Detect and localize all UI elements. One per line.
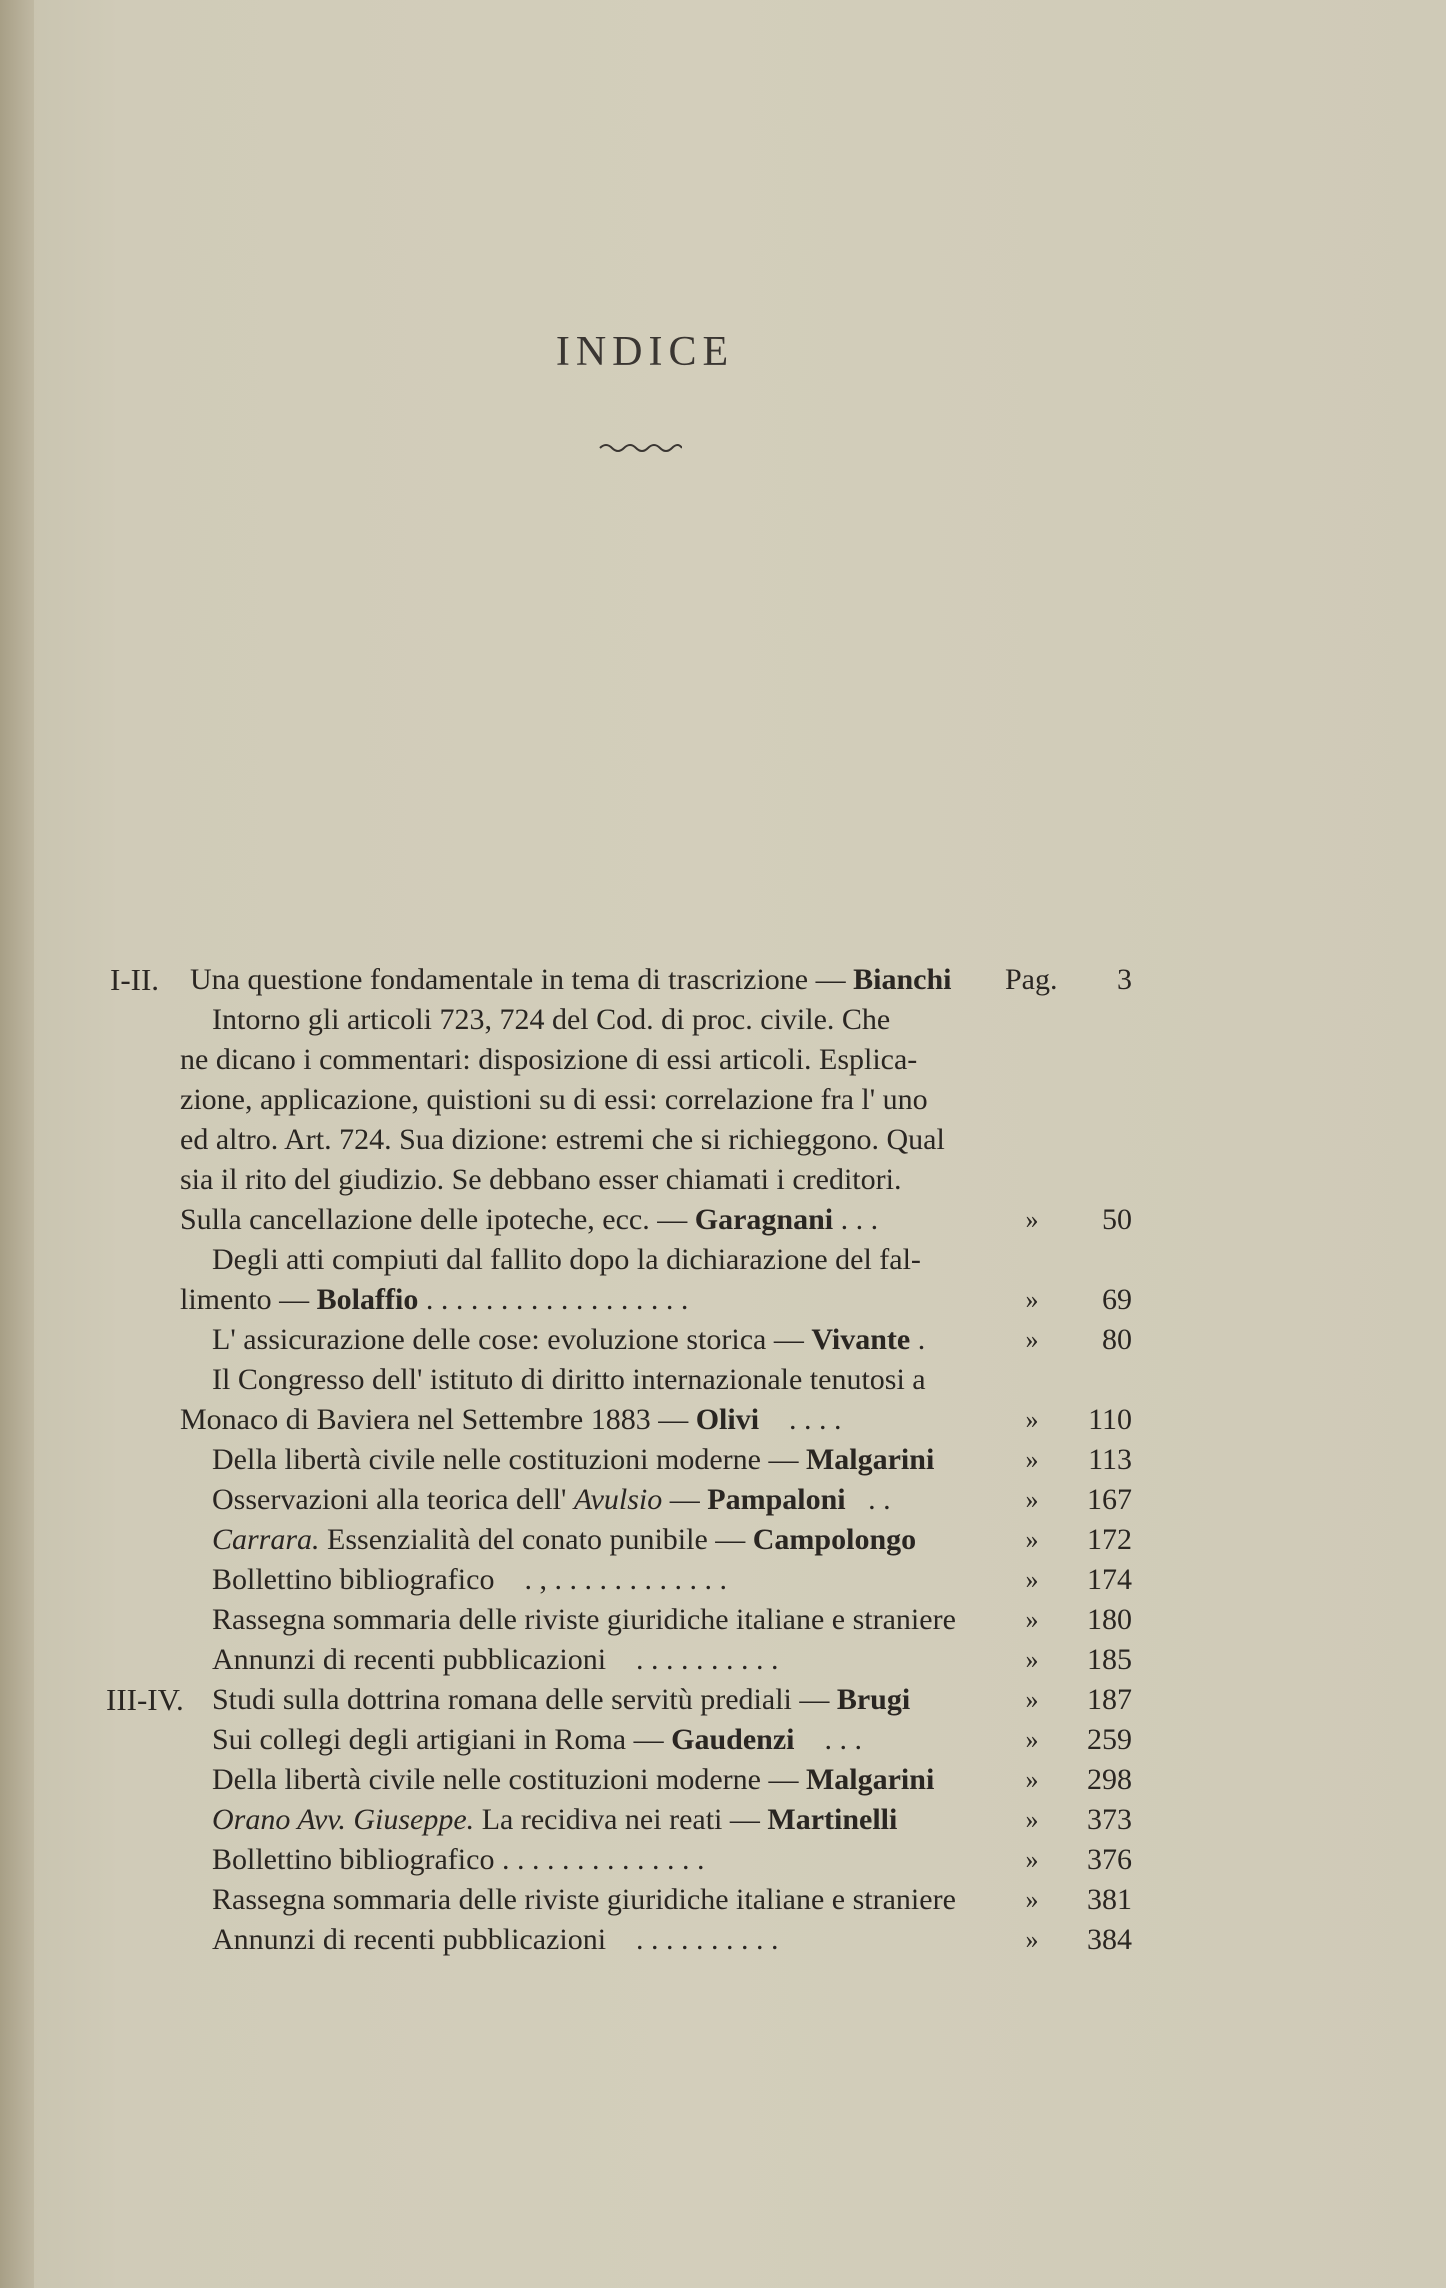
page-number: 3 [1117, 963, 1132, 996]
toc-entry: L' assicurazione delle cose: evoluzione storica — Vivante . » 80 [0, 1320, 1446, 1360]
toc-entry: Bollettino bibliografico . . . . . . . . . . . . . . » 376 [0, 1840, 1446, 1880]
ditto-mark: » [1025, 1645, 1039, 1674]
entry-author: Gaudenzi [671, 1723, 795, 1756]
toc-entry: Sulla cancellazione delle ipoteche, ecc. — Garagnani . . . » 50 [0, 1200, 1446, 1240]
entry-author: Olivi [695, 1403, 760, 1436]
entry-author: Bianchi [853, 963, 952, 996]
toc-entry [0, 960, 1446, 1000]
page-number: 259 [1087, 1723, 1132, 1756]
ditto-mark: » [1025, 1405, 1039, 1434]
entry-summary-line: ne dicano i commentari: disposizione di essi articoli. Esplica- [180, 1043, 918, 1076]
page-number: 167 [1087, 1483, 1132, 1516]
entry-author: Malgarini [805, 1443, 935, 1476]
ditto-mark: » [1025, 1485, 1039, 1514]
page-number: 187 [1087, 1683, 1132, 1716]
entry-title: Una questione fondamentale in tema di trascrizione — [190, 963, 854, 996]
ditto-mark: » [1025, 1205, 1039, 1234]
entry-text [190, 960, 1010, 1000]
ditto-mark: » [1025, 1685, 1039, 1714]
toc-entry: Annunzi di recenti pubblicazioni . . . . . . . . . . » 185 [0, 1640, 1446, 1680]
toc-entry: Della libertà civile nelle costituzioni moderne — Malgarini » 298 [0, 1760, 1446, 1800]
entry-author: Bolaffio [316, 1283, 419, 1316]
page-number: 180 [1087, 1603, 1132, 1636]
leader-dots: . . . . [789, 1403, 842, 1436]
ditto-mark: » [1025, 1445, 1039, 1474]
leader-dots: . , . . . . . . . . . . . . [524, 1563, 727, 1596]
page-number: 185 [1087, 1643, 1132, 1676]
page-number: 110 [1088, 1403, 1132, 1436]
page-number: 69 [1102, 1283, 1132, 1316]
section-number: I-II. [110, 962, 160, 997]
page-number: 376 [1087, 1843, 1132, 1876]
entry-summary-line: Il Congresso dell' istituto di diritto internazionale tenutosi a [212, 1363, 926, 1396]
ditto-mark: » [1025, 1725, 1039, 1754]
toc-entry: Della libertà civile nelle costituzioni moderne — Malgarini » 113 [0, 1440, 1446, 1480]
page-number: 80 [1102, 1323, 1132, 1356]
entry-summary-line: Intorno gli articoli 723, 724 del Cod. di proc. civile. Che [212, 1003, 891, 1036]
entry-author: Campolongo [752, 1523, 917, 1556]
toc-entry: Sui collegi degli artigiani in Roma — Gaudenzi . . . » 259 [0, 1720, 1446, 1760]
leader-dots: . . . . . . . . . . [636, 1923, 779, 1956]
entry-author: Malgarini [805, 1763, 935, 1796]
toc-entry: Bollettino bibliografico . , . . . . . . . . . . . . » 174 [0, 1560, 1446, 1600]
page-number: 373 [1087, 1803, 1132, 1836]
ditto-mark: » [1025, 1805, 1039, 1834]
toc-entry: Osservazioni alla teorica dell' Avulsio — Pampaloni . . » 167 [0, 1480, 1446, 1520]
ditto-mark: » [1025, 1885, 1039, 1914]
leader-dots: . . . [824, 1723, 862, 1756]
leader-dots: . . . . . . . . . . [636, 1643, 779, 1676]
toc-entry: Annunzi di recenti pubblicazioni . . . . . . . . . . » 384 [0, 1920, 1446, 1960]
leader-dots: . . [868, 1483, 891, 1516]
toc-entry: Rassegna sommaria delle riviste giuridiche italiane e straniere » 180 [0, 1600, 1446, 1640]
toc-entry: Orano Avv. Giuseppe. La recidiva nei reati — Martinelli » 373 [0, 1800, 1446, 1840]
entry-author: Garagnani [694, 1203, 834, 1236]
toc-entry: III-IV. Studi sulla dottrina romana delle servitù prediali — Brugi » 187 [0, 1680, 1446, 1720]
entry-summary-line: zione, applicazione, quistioni su di essi: correlazione fra l' uno [180, 1083, 928, 1116]
section-number: III-IV. [106, 1682, 184, 1717]
page-number: 113 [1088, 1443, 1132, 1476]
entry-author: Martinelli [767, 1803, 898, 1836]
ditto-mark: » [1025, 1525, 1039, 1554]
ditto-mark: » [1025, 1925, 1039, 1954]
leader-dots: . [917, 1323, 926, 1356]
toc-entry: Monaco di Baviera nel Settembre 1883 — Olivi . . . . » 110 [0, 1400, 1446, 1440]
toc-entry: Rassegna sommaria delle riviste giuridiche italiane e straniere » 381 [0, 1880, 1446, 1920]
toc-entry: limento — Bolaffio . . . . . . . . . . . . . . . . . . » 69 [0, 1280, 1446, 1320]
page-number: 50 [1102, 1203, 1132, 1236]
entry-summary-line: sia il rito del giudizio. Se debbano esser chiamati i creditori. [180, 1163, 902, 1196]
entry-summary-line: Degli atti compiuti dal fallito dopo la dichiarazione del fal- [212, 1243, 921, 1276]
page-number: 381 [1087, 1883, 1132, 1916]
leader-dots: . . . . . . . . . . . . . . [501, 1843, 705, 1876]
page-number: 174 [1087, 1563, 1132, 1596]
page-number: 384 [1087, 1923, 1132, 1956]
wave-ornament-icon [598, 440, 682, 456]
pag-label: Pag. [1005, 963, 1058, 996]
entry-author: Pampaloni [707, 1483, 846, 1516]
entry-author: Vivante [811, 1323, 911, 1356]
entry-author: Brugi [836, 1683, 911, 1716]
ditto-mark: » [1025, 1285, 1039, 1314]
page-number: 298 [1087, 1763, 1132, 1796]
ditto-mark: » [1025, 1565, 1039, 1594]
leader-dots: . . . . . . . . . . . . . . . . . . [425, 1283, 689, 1316]
ditto-mark: » [1025, 1765, 1039, 1794]
toc-entry: Carrara. Essenzialità del conato punibile — Campolongo » 172 [0, 1520, 1446, 1560]
page-number: 172 [1087, 1523, 1132, 1556]
entry-summary-line: ed altro. Art. 724. Sua dizione: estremi che si richieggono. Qual [180, 1123, 945, 1156]
page-title: INDICE [555, 329, 735, 375]
ditto-mark: » [1025, 1325, 1039, 1354]
ditto-mark: » [1025, 1605, 1039, 1634]
ditto-mark: » [1025, 1845, 1039, 1874]
leader-dots: . . . [840, 1203, 879, 1236]
